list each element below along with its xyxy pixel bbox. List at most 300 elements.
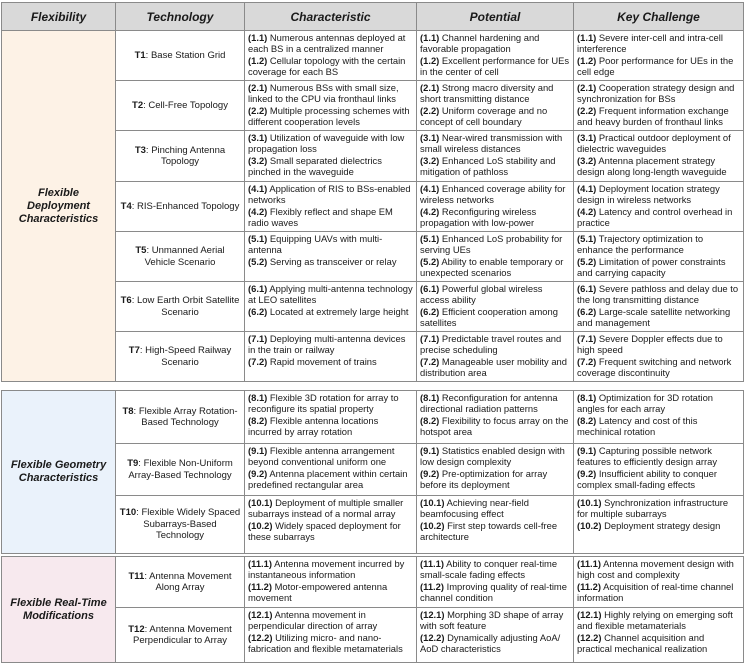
potential-item: [420, 632, 570, 655]
group-label: Flexible Geometry Characteristics: [2, 391, 116, 554]
challenge-item: [577, 155, 740, 178]
item-text: Frequent switching and network coverage discontinuity: [577, 355, 732, 378]
characteristic-cell: [245, 608, 417, 663]
item-number: (4.1): [577, 183, 597, 194]
challenge-cell: [574, 391, 744, 444]
group-label: Flexible Deployment Characteristics: [2, 31, 116, 382]
potential-item: [420, 558, 570, 581]
technology-id: T9: [127, 458, 139, 469]
technology-cell: T3: Pinching Antenna Topology: [116, 131, 245, 182]
potential-cell: [417, 391, 574, 444]
item-text: Near-wired transmission with small wireless distances: [420, 132, 563, 155]
item-number: (9.2): [420, 467, 440, 479]
potential-cell: [417, 496, 574, 554]
characteristic-cell: [245, 282, 417, 332]
item-number: (6.2): [420, 305, 440, 317]
item-number: (5.1): [577, 233, 597, 244]
item-text: Rapid movement of trains: [269, 355, 377, 367]
item-number: (7.2): [248, 355, 268, 367]
potential-cell: [417, 182, 574, 232]
item-text: Deployment strategy design: [604, 519, 721, 531]
item-number: (5.2): [248, 255, 268, 267]
item-number: (3.1): [577, 132, 597, 143]
technology-cell: T1: Base Station Grid: [116, 31, 245, 81]
item-number: (5.2): [577, 255, 597, 267]
item-number: (4.2): [248, 205, 268, 217]
potential-cell: [417, 282, 574, 332]
item-text: First step towards cell-free architecture: [420, 519, 558, 542]
item-number: (8.2): [248, 414, 268, 426]
header-flexibility: Flexibility: [2, 3, 116, 31]
item-text: Predictable travel routes and precise scheduling: [420, 333, 562, 356]
header-characteristic: Characteristic: [245, 3, 417, 31]
potential-cell: [417, 444, 574, 496]
item-number: (11.2): [577, 580, 601, 592]
item-text: Application of RIS to BSs-enabled networks: [248, 183, 411, 206]
geometry-table: [1, 390, 744, 554]
technology-name: Low Earth Orbit Satellite Scenario: [136, 295, 240, 318]
technology-id: T1: [134, 49, 146, 61]
challenge-item: [577, 333, 740, 356]
item-text: Small separated dielectrics pinched in the waveguide: [248, 154, 382, 177]
potential-item: [420, 445, 570, 468]
potential-item: [420, 468, 570, 491]
technology-id: T11: [128, 570, 145, 582]
characteristic-cell: [245, 444, 417, 496]
item-text: Deploying multi-antenna devices in the train or railway: [248, 333, 406, 356]
potential-cell: [417, 332, 574, 382]
item-number: (1.2): [577, 54, 597, 66]
potential-cell: [417, 557, 574, 608]
item-number: (2.2): [420, 104, 440, 116]
technology-cell: T11: Antenna Movement Along Array: [116, 557, 245, 608]
item-text: Located at extremely large height: [269, 305, 409, 317]
item-number: (10.1): [577, 497, 602, 508]
item-text: Deployment of multiple smaller subarrays instead of a normal array: [248, 497, 404, 520]
characteristic-cell: [245, 182, 417, 232]
item-number: (10.2): [420, 519, 445, 531]
technology-cell: T9: Flexible Non-Uniform Array-Based Technology: [116, 444, 245, 496]
item-number: (10.2): [248, 519, 273, 531]
challenge-item: [577, 283, 740, 306]
challenge-item: [577, 82, 740, 105]
item-number: (1.1): [420, 32, 440, 43]
potential-cell: [417, 608, 574, 663]
characteristic-item: [248, 415, 413, 438]
item-text: Motor-empowered antenna movement: [248, 580, 388, 603]
technology-name: Flexible Array Rotation-Based Technology: [138, 405, 238, 428]
item-text: Reconfiguration for antenna directional radiation patterns: [420, 392, 558, 415]
characteristic-item: [248, 32, 413, 55]
item-number: (8.1): [420, 392, 440, 403]
item-text: Multiple processing schemes with different cooperation levels: [248, 104, 410, 127]
challenge-item: [577, 415, 740, 438]
technology-cell: T6: Low Earth Orbit Satellite Scenario: [116, 282, 245, 332]
group-label: Flexible Real-Time Modifications: [2, 557, 116, 663]
characteristic-item: [248, 632, 413, 655]
item-number: (11.2): [420, 580, 444, 592]
deployment-table: [1, 2, 744, 382]
potential-item: [420, 283, 570, 306]
potential-item: [420, 82, 570, 105]
potential-item: [420, 497, 570, 520]
challenge-cell: [574, 31, 744, 81]
challenge-item: [577, 581, 740, 604]
item-text: Achieving near-field beamfocusing effect: [420, 497, 529, 520]
characteristic-item: [248, 392, 413, 415]
realtime-table: [1, 556, 744, 663]
challenge-item: [577, 392, 740, 415]
technology-name: Flexible Widely Spaced Subarrays-Based Technology: [141, 507, 241, 542]
technology-cell: T12: Antenna Movement Perpendicular to Array: [116, 608, 245, 663]
technology-name: Antenna Movement Along Array: [149, 570, 232, 593]
item-text: Numerous antennas deployed at each BS in a centralized manner: [248, 32, 406, 55]
challenge-cell: [574, 608, 744, 663]
potential-item: [420, 206, 570, 229]
header-row: [2, 3, 744, 31]
challenge-item: [577, 256, 740, 279]
item-text: Practical outdoor deployment of dielectric waveguides: [577, 132, 731, 155]
challenge-item: [577, 105, 740, 128]
item-number: (11.1): [420, 558, 444, 569]
item-text: Acquisition of real-time channel information: [577, 580, 734, 603]
characteristic-item: [248, 82, 413, 105]
characteristic-item: [248, 283, 413, 306]
item-number: (2.2): [248, 104, 268, 116]
potential-item: [420, 392, 570, 415]
potential-item: [420, 155, 570, 178]
challenge-item: [577, 497, 740, 520]
potential-item: [420, 306, 570, 329]
challenge-item: [577, 206, 740, 229]
item-text: Ability to conquer real-time small-scale fading effects: [420, 558, 558, 581]
potential-item: [420, 233, 570, 256]
challenge-item: [577, 609, 740, 632]
technology-id: T3: [134, 144, 146, 156]
potential-item: [420, 183, 570, 206]
item-number: (6.1): [420, 283, 440, 294]
challenge-item: [577, 233, 740, 256]
potential-item: [420, 55, 570, 78]
characteristic-item: [248, 581, 413, 604]
characteristic-cell: [245, 31, 417, 81]
technology-cell: T5: Unmanned Aerial Vehicle Scenario: [116, 232, 245, 282]
item-text: Antenna movement design with high cost and complexity: [577, 558, 734, 581]
challenge-cell: [574, 182, 744, 232]
characteristic-item: [248, 206, 413, 229]
characteristic-cell: [245, 232, 417, 282]
potential-item: [420, 105, 570, 128]
characteristic-item: [248, 132, 413, 155]
item-number: (12.1): [420, 609, 445, 620]
item-number: (2.1): [420, 82, 440, 93]
characteristic-item: [248, 155, 413, 178]
challenge-item: [577, 306, 740, 329]
item-text: Widely spaced deployment for these subarrays: [248, 519, 401, 542]
item-number: (3.2): [248, 154, 268, 166]
characteristic-item: [248, 468, 413, 491]
item-number: (7.1): [577, 333, 597, 344]
challenge-item: [577, 445, 740, 468]
potential-item: [420, 581, 570, 604]
technology-name: Pinching Antenna Topology: [151, 144, 226, 167]
technology-cell: T2: Cell-Free Topology: [116, 81, 245, 131]
item-number: (10.1): [420, 497, 445, 508]
item-text: Optimization for 3D rotation angles for each array: [577, 392, 714, 415]
item-text: Latency and cost of this mechinical rotation: [577, 414, 698, 437]
characteristic-cell: [245, 496, 417, 554]
technology-id: T2: [132, 99, 144, 111]
item-number: (8.1): [577, 392, 597, 403]
item-number: (2.1): [248, 82, 268, 93]
table-row: [2, 31, 744, 81]
item-number: (7.1): [420, 333, 440, 344]
item-text: Powerful global wireless access ability: [420, 283, 543, 306]
characteristic-cell: [245, 391, 417, 444]
potential-cell: [417, 232, 574, 282]
item-number: (3.2): [420, 154, 440, 166]
item-number: (7.2): [577, 355, 597, 367]
technology-name: RIS-Enhanced Topology: [137, 200, 240, 212]
characteristic-cell: [245, 81, 417, 131]
potential-cell: [417, 81, 574, 131]
technology-id: T5: [135, 245, 147, 256]
technology-name: High-Speed Railway Scenario: [145, 345, 232, 368]
item-text: Excellent performance for UEs in the center of cell: [420, 54, 570, 77]
potential-cell: [417, 131, 574, 182]
challenge-item: [577, 520, 740, 531]
characteristic-cell: [245, 332, 417, 382]
item-text: Flexible 3D rotation for array to reconfigure its spatial property: [248, 392, 399, 415]
potential-item: [420, 609, 570, 632]
characteristic-cell: [245, 131, 417, 182]
item-text: Severe Doppler effects due to high speed: [577, 333, 723, 356]
technology-name: Base Station Grid: [150, 49, 226, 61]
challenge-item: [577, 356, 740, 379]
item-text: Severe inter-cell and intra-cell interference: [577, 32, 723, 55]
item-text: Flexible antenna locations incurred by array rotation: [248, 414, 379, 437]
item-text: Equipping UAVs with multi-antenna: [248, 233, 383, 256]
item-text: Utilizing micro- and nano-fabrication and flexible metamaterials: [248, 631, 403, 654]
item-number: (12.2): [248, 631, 273, 643]
item-number: (12.1): [577, 609, 602, 620]
item-text: Cooperation strategy design and synchronization for BSs: [577, 82, 735, 105]
item-number: (5.1): [248, 233, 268, 244]
characteristic-item: [248, 333, 413, 356]
technology-cell: T8: Flexible Array Rotation-Based Technology: [116, 391, 245, 444]
item-text: Antenna placement strategy design along long-length waveguide: [577, 154, 727, 177]
challenge-cell: [574, 81, 744, 131]
item-number: (2.2): [577, 104, 597, 116]
item-number: (7.1): [248, 333, 268, 344]
characteristic-item: [248, 233, 413, 256]
item-number: (2.1): [577, 82, 597, 93]
item-number: (1.2): [248, 54, 268, 66]
potential-item: [420, 256, 570, 279]
challenge-cell: [574, 444, 744, 496]
item-number: (11.1): [248, 558, 272, 569]
technology-id: T8: [122, 405, 134, 417]
item-number: (6.1): [248, 283, 268, 294]
item-text: Improving quality of real-time channel condition: [420, 580, 567, 603]
item-text: Channel acquisition and practical mechanical realization: [577, 631, 708, 654]
characteristic-item: [248, 497, 413, 520]
item-text: Enhanced LoS stability and mitigation of pathloss: [420, 154, 556, 177]
item-text: Manageable user mobility and distribution area: [420, 355, 567, 378]
challenge-cell: [574, 496, 744, 554]
challenge-cell: [574, 282, 744, 332]
potential-item: [420, 32, 570, 55]
item-number: (4.2): [420, 205, 440, 217]
characteristic-item: [248, 609, 413, 632]
item-number: (4.2): [577, 205, 597, 217]
challenge-cell: [574, 232, 744, 282]
item-number: (3.1): [248, 132, 268, 143]
characteristic-item: [248, 520, 413, 543]
item-text: Serving as transceiver or relay: [269, 255, 397, 267]
item-number: (12.2): [420, 631, 445, 643]
item-text: Antenna movement incurred by instantaneous information: [248, 558, 405, 581]
technology-id: T12: [128, 623, 145, 635]
item-number: (9.1): [248, 445, 268, 456]
item-text: Pre-optimization for array before its deployment: [420, 467, 548, 490]
technology-cell: T10: Flexible Widely Spaced Subarrays-Based Technology: [116, 496, 245, 554]
item-text: Flexibly reflect and shape EM radio waves: [248, 205, 393, 228]
potential-item: [420, 356, 570, 379]
characteristic-item: [248, 558, 413, 581]
item-number: (6.2): [248, 305, 268, 317]
table-row: [2, 557, 744, 608]
item-text: Deployment location strategy design in wireless networks: [577, 183, 720, 206]
characteristic-cell: [245, 557, 417, 608]
item-number: (12.2): [577, 631, 602, 643]
technology-id: T6: [120, 295, 132, 306]
item-number: (1.1): [248, 32, 268, 43]
characteristic-item: [248, 55, 413, 78]
item-number: (9.1): [420, 445, 440, 456]
header-technology: Technology: [116, 3, 245, 31]
challenge-cell: [574, 557, 744, 608]
characteristic-item: [248, 183, 413, 206]
item-text: Strong macro diversity and short transmitting distance: [420, 82, 554, 105]
potential-item: [420, 415, 570, 438]
item-text: Efficient cooperation among satellites: [420, 305, 558, 328]
item-text: Numerous BSs with small size, linked to the CPU via fronthaul links: [248, 82, 399, 105]
item-text: Severe pathloss and delay due to the long transmitting distance: [577, 283, 739, 306]
item-text: Flexibility to focus array on the hotspot area: [420, 414, 569, 437]
challenge-item: [577, 132, 740, 155]
item-text: Enhanced coverage ability for wireless networks: [420, 183, 566, 206]
item-text: Morphing 3D shape of array with soft feature: [420, 609, 564, 632]
item-text: Poor performance for UEs in the cell edge: [577, 54, 734, 77]
technology-name: Antenna Movement Perpendicular to Array: [133, 623, 232, 646]
item-text: Highly relying on emerging soft and flexible metamaterials: [577, 609, 733, 632]
item-text: Utilization of waveguide with low propagation loss: [248, 132, 405, 155]
item-text: Enhanced LoS probability for serving UEs: [420, 233, 563, 256]
item-number: (10.1): [248, 497, 273, 508]
potential-item: [420, 132, 570, 155]
characteristic-item: [248, 445, 413, 468]
challenge-item: [577, 558, 740, 581]
technology-cell: T4: RIS-Enhanced Topology: [116, 182, 245, 232]
item-number: (1.2): [420, 54, 440, 66]
technology-id: T7: [128, 345, 140, 356]
item-text: Antenna movement in perpendicular direction of array: [248, 609, 378, 632]
item-text: Frequent information exchange and heavy burden of fronthaul links: [577, 104, 729, 127]
header-key-challenge: Key Challenge: [574, 3, 744, 31]
characteristic-item: [248, 105, 413, 128]
item-number: (11.2): [248, 580, 272, 592]
item-number: (7.2): [420, 355, 440, 367]
technology-name: Unmanned Aerial Vehicle Scenario: [144, 245, 225, 268]
item-number: (8.1): [248, 392, 268, 403]
item-text: Trajectory optimization to enhance the performance: [577, 233, 704, 256]
item-text: Reconfiguring wireless propagation with low-power: [420, 205, 537, 228]
item-number: (6.2): [577, 305, 597, 317]
item-text: Flexible antenna arrangement beyond conventional uniform one: [248, 445, 395, 468]
item-number: (5.2): [420, 255, 440, 267]
table-row: [2, 391, 744, 444]
item-number: (9.2): [577, 467, 597, 479]
item-text: Synchronization infrastructure for multiple subarrays: [577, 497, 729, 520]
item-text: Applying multi-antenna technology at LEO satellites: [248, 283, 413, 306]
item-text: Channel hardening and favorable propagation: [420, 32, 540, 55]
challenge-cell: [574, 131, 744, 182]
item-number: (1.1): [577, 32, 597, 43]
item-text: Latency and control overhead in practice: [577, 205, 733, 228]
item-text: Insufficient ability to conquer complex small-fading effects: [577, 467, 718, 490]
item-number: (10.2): [577, 519, 602, 531]
challenge-item: [577, 632, 740, 655]
item-number: (4.1): [420, 183, 440, 194]
characteristic-item: [248, 356, 413, 367]
item-number: (3.2): [577, 154, 597, 166]
item-number: (9.2): [248, 467, 268, 479]
item-number: (8.2): [420, 414, 440, 426]
potential-item: [420, 333, 570, 356]
item-text: Cellular topology with the certain coverage for each BS: [248, 54, 406, 77]
item-number: (4.1): [248, 183, 268, 194]
characteristic-item: [248, 306, 413, 317]
potential-item: [420, 520, 570, 543]
item-number: (8.2): [577, 414, 597, 426]
item-text: Ability to enable temporary or unexpected scenarios: [420, 255, 564, 278]
characteristic-item: [248, 256, 413, 267]
item-text: Large-scale satellite networking and management: [577, 305, 731, 328]
technology-id: T4: [120, 200, 132, 212]
header-potential: Potential: [417, 3, 574, 31]
item-number: (12.1): [248, 609, 273, 620]
item-number: (5.1): [420, 233, 440, 244]
technology-name: Cell-Free Topology: [148, 99, 228, 111]
item-text: Antenna placement within certain predefined rectangular area: [248, 467, 408, 490]
technology-name: Flexible Non-Uniform Array-Based Technology: [128, 458, 233, 481]
item-text: Limitation of power constraints and carrying capacity: [577, 255, 726, 278]
challenge-item: [577, 183, 740, 206]
challenge-cell: [574, 332, 744, 382]
item-text: Uniform coverage and no concept of cell boundary: [420, 104, 548, 127]
item-number: (3.1): [420, 132, 440, 143]
technology-cell: T7: High-Speed Railway Scenario: [116, 332, 245, 382]
challenge-item: [577, 32, 740, 55]
challenge-item: [577, 468, 740, 491]
challenge-item: [577, 55, 740, 78]
item-text: Statistics enabled design with low design complexity: [420, 445, 565, 468]
technology-id: T10: [119, 507, 137, 519]
potential-cell: [417, 31, 574, 81]
item-number: (9.1): [577, 445, 597, 456]
item-number: (6.1): [577, 283, 597, 294]
